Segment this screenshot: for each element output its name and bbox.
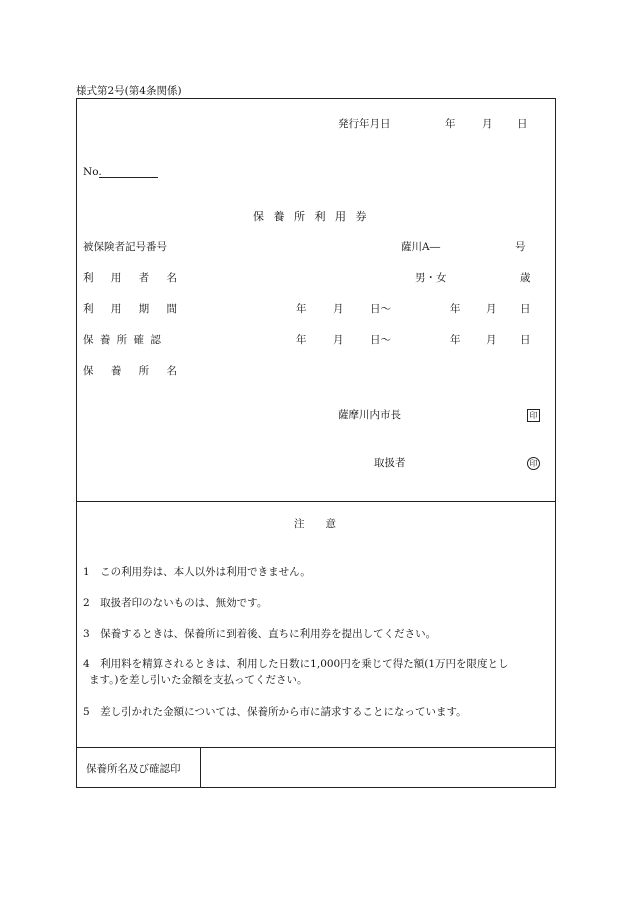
mayor-label: 薩摩川内市長 [338, 409, 401, 421]
footer-divider [76, 747, 556, 748]
issue-date-label: 発行年月日 [338, 118, 391, 130]
age-field: 歳 [520, 272, 531, 284]
gender-field: 男・女 [415, 272, 447, 284]
notes-heading: 注 意 [294, 518, 336, 530]
period-end-year: 年 [450, 303, 461, 315]
confirm-start-year: 年 [296, 334, 307, 346]
note-item-2: 2 取扱者印のないものは、無効です。 [83, 597, 268, 609]
note-item-4-cont: ます。)を差し引いた金額を支払ってください。 [89, 674, 308, 686]
insured-number-suffix: 号 [515, 241, 526, 253]
number-label: No. [83, 166, 102, 178]
issue-date-month: 月 [482, 118, 493, 130]
page-title: 保 養 所 利 用 券 [253, 210, 367, 223]
insured-number-prefix: 薩川A― [401, 241, 441, 253]
footer-label: 保養所名及び確認印 [86, 763, 181, 775]
note-item-3: 3 保養するときは、保養所に到着後、直ちに利用券を提出してください。 [83, 628, 437, 640]
period-end-day: 日 [520, 303, 531, 315]
mayor-seal-icon: 印 [527, 409, 540, 422]
confirm-end-day: 日 [520, 334, 531, 346]
period-end-month: 月 [486, 303, 497, 315]
period-start-day: 日～ [370, 303, 391, 315]
facility-name-label: 保 養 所 名 [83, 365, 178, 377]
footer-column-divider [200, 747, 201, 788]
period-label: 利 用 期 間 [83, 303, 178, 315]
facility-confirm-label: 保 養 所 確 認 [83, 334, 161, 346]
confirm-start-day: 日～ [370, 334, 391, 346]
handler-seal-icon: 印 [527, 457, 540, 470]
insured-number-label: 被保険者記号番号 [83, 241, 167, 253]
period-start-month: 月 [333, 303, 344, 315]
confirm-end-month: 月 [486, 334, 497, 346]
issue-date-day: 日 [517, 118, 528, 130]
confirm-end-year: 年 [450, 334, 461, 346]
period-start-year: 年 [296, 303, 307, 315]
confirm-start-month: 月 [333, 334, 344, 346]
confirmation-seal-area [205, 751, 550, 784]
user-name-label: 利 用 者 名 [83, 272, 178, 284]
form-label: 様式第2号(第4条関係) [76, 85, 182, 97]
number-blank-line [99, 177, 158, 178]
note-item-5: 5 差し引かれた金額については、保養所から市に請求することになっています。 [83, 706, 467, 718]
notes-divider [76, 501, 556, 502]
note-item-4: 4 利用料を精算されるときは、利用した日数に1,000円を乗じて得た額(1万円を限度とし [83, 658, 509, 670]
note-item-1: 1 この利用券は、本人以外は利用できません。 [83, 566, 311, 578]
handler-label: 取扱者 [374, 457, 406, 469]
issue-date-year: 年 [445, 118, 456, 130]
